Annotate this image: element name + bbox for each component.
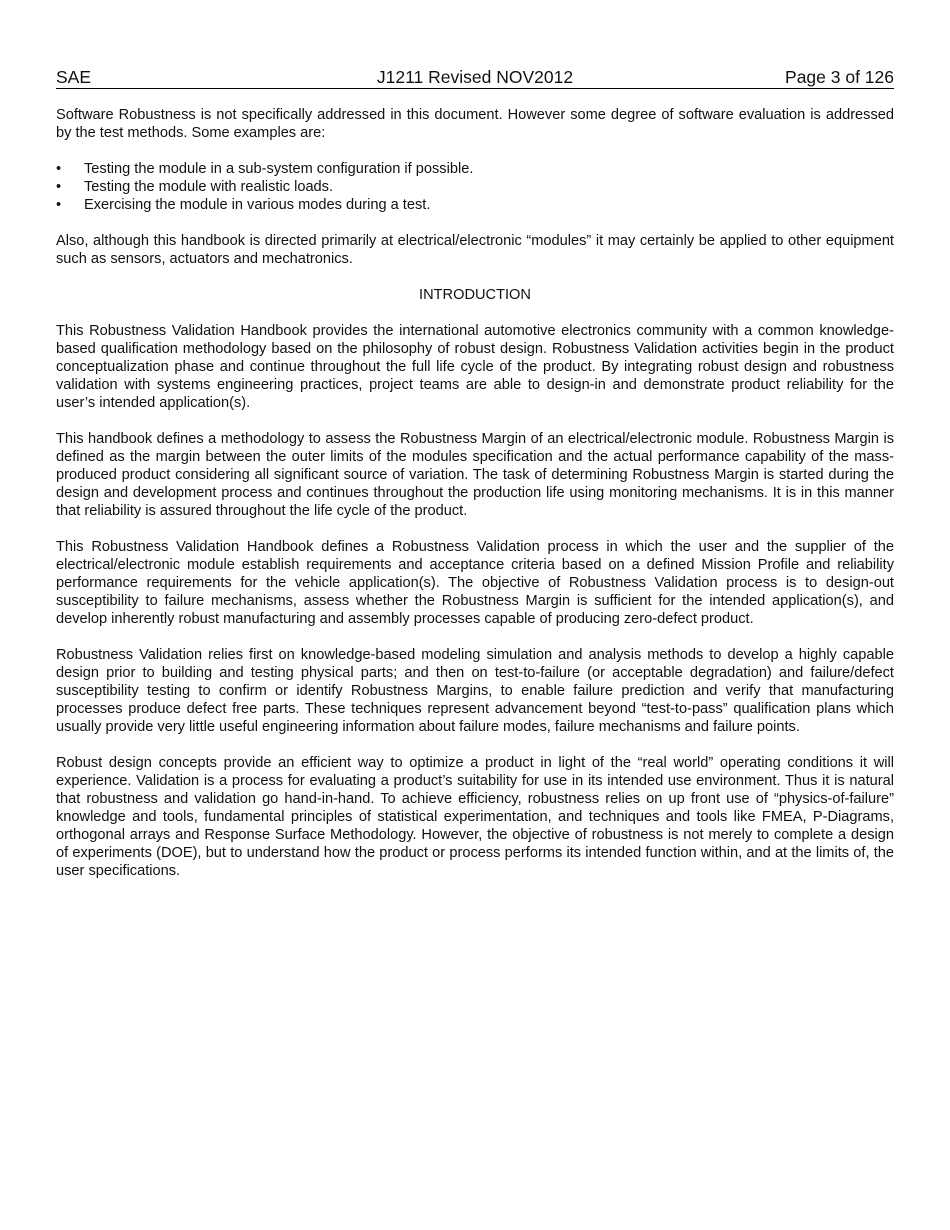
scope-note: Also, although this handbook is directed primarily at electrical/electronic “modules” it may certainly be applied to other equipment such as sensors, actuators and mechatronics.	[56, 233, 894, 267]
list-item	[56, 196, 894, 214]
body-paragraph: This Robustness Validation Handbook provides the international automotive electronics community with a common knowledge-based qualification methodology based on the philosophy of robust design. Robustness Validation activities begin in the product conceptualization phase and continue throughout the full life cycle of the product. By integrating robust design and robustness validation with systems engineering practices, project teams are able to design-in and demonstrate product reliability for the user’s intended application(s).	[56, 323, 894, 411]
list-item-text: Testing the module in a sub-system configuration if possible.	[84, 161, 474, 177]
bullet-icon: •	[56, 179, 62, 195]
bullet-icon: •	[56, 161, 62, 177]
software-robustness-note: Software Robustness is not specifically addressed in this document. However some degree of software evaluation is addressed by the test methods. Some examples are:	[56, 107, 894, 141]
header-organization: SAE	[56, 67, 92, 87]
header-page-number: Page 3 of 126	[785, 67, 894, 87]
examples-list	[56, 160, 894, 214]
section-heading: INTRODUCTION	[419, 287, 531, 303]
body-paragraph: Robust design concepts provide an efficient way to optimize a product in light of the “real world” operating conditions it will experience. Validation is a process for evaluating a product’s suitability for use in its intended use environment. Thus it is natural that robustness and validation go hand-in-hand. To achieve efficiency, robustness relies on up front use of “physics-of-failure” knowledge and tools, fundamental principles of statistical experimentation, and techniques and tools like FMEA, P-Diagrams, orthogonal arrays and Response Surface Methodology. However, the objective of robustness is not merely to complete a design of experiments (DOE), but to understand how the product or process performs its intended function within, and at the limits of, the user specifications.	[56, 755, 894, 879]
list-item	[56, 178, 894, 196]
page-body	[56, 106, 894, 898]
list-item	[56, 160, 894, 178]
body-paragraph: This handbook defines a methodology to assess the Robustness Margin of an electrical/electronic module. Robustness Margin is defined as the margin between the outer limits of the modules specification and the actual performance capability of the mass-produced product considering all significant source of variation. The task of determining Robustness Margin is started during the design and development process and continues throughout the production life using monitoring mechanisms. It is in this manner that reliability is assured throughout the life cycle of the product.	[56, 431, 894, 519]
body-paragraph: This Robustness Validation Handbook defines a Robustness Validation process in which the user and the supplier of the electrical/electronic module establish requirements and acceptance criteria based on a defined Mission Profile and reliability performance requirements for the vehicle application(s). The objective of Robustness Validation process is to design-out susceptibility to failure mechanisms, assess whether the Robustness Margin is sufficient for the intended application(s), and develop inherently robust manufacturing and assembly processes capable of producing zero-defect product.	[56, 539, 894, 627]
bullet-icon: •	[56, 197, 62, 213]
list-item-text: Testing the module with realistic loads.	[84, 179, 334, 195]
header-document-id: J1211 Revised NOV2012	[376, 67, 574, 87]
page-header	[56, 66, 894, 89]
list-item-text: Exercising the module in various modes during a test.	[84, 197, 431, 213]
body-paragraph: Robustness Validation relies first on knowledge-based modeling simulation and analysis methods to develop a highly capable design prior to building and testing physical parts; and then on test-to-failure (or acceptable degradation) and failure/defect susceptibility testing to confirm or identify Robustness Margins, to enable failure prediction and verify that manufacturing processes produce defect free parts. These techniques represent advancement beyond “test-to-pass” qualification plans which usually provide very little useful engineering information about failure modes, failure mechanisms and failure points.	[56, 647, 894, 735]
